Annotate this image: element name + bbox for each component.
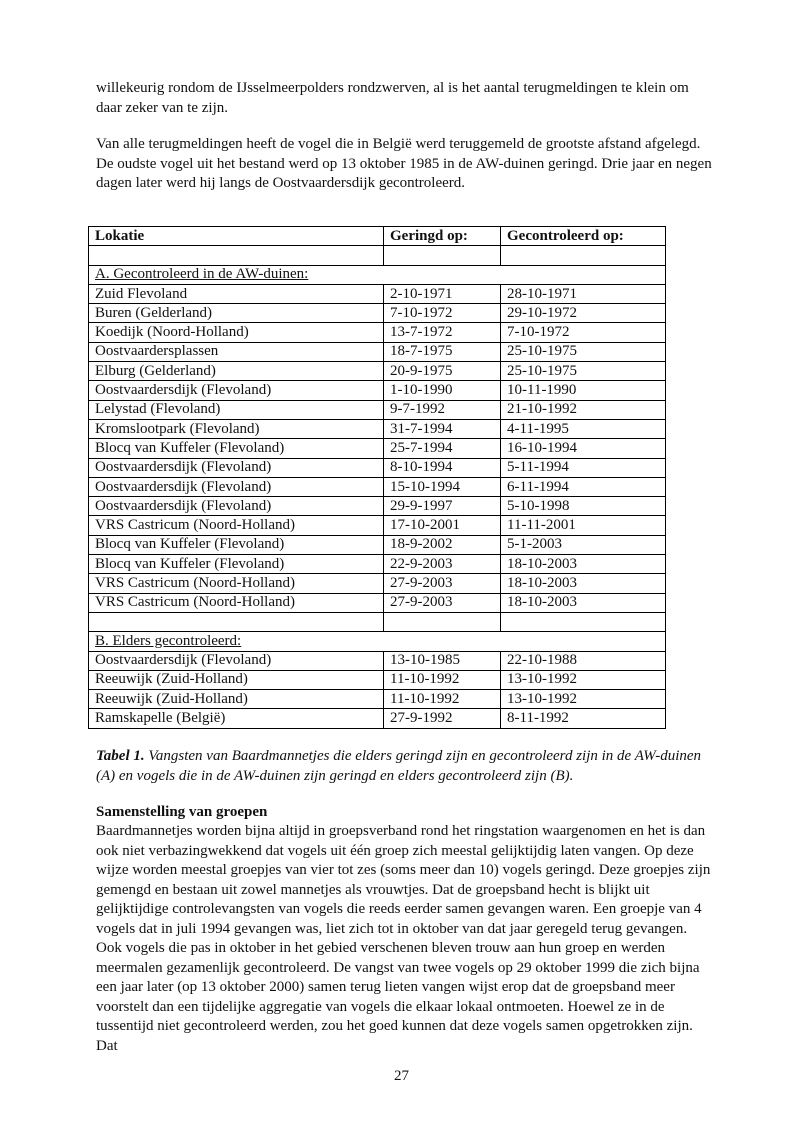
table-row [89,709,666,728]
cell-geringd: 13-7-1972 [384,323,501,342]
cell-gecontroleerd: 7-10-1972 [501,323,666,342]
table-row [89,670,666,689]
cell-geringd: 1-10-1990 [384,381,501,400]
cell-lokatie: Buren (Gelderland) [89,304,384,323]
intro-paragraph: willekeurig rondom de IJsselmeerpolders rondzwerven, al is het aantal terugmeldingen te klein om daar zeker van te zijn. [96,80,689,116]
page-number: 27 [394,1068,409,1084]
cell-lokatie: VRS Castricum (Noord-Holland) [89,516,384,535]
cell-gecontroleerd: 13-10-1992 [501,690,666,709]
cell-lokatie: Oostvaardersdijk (Flevoland) [89,381,384,400]
table-spacer-row [89,246,666,265]
caption-text: Vangsten van Baardmannetjes die elders geringd zijn en gecontroleerd zijn in de AW-duinen (A) en vogels die in de AW-duinen zijn geringd en elders gecontroleerd zijn (B). [96,748,702,784]
cell-gecontroleerd: 13-10-1992 [501,670,666,689]
cell-geringd: 27-9-2003 [384,593,501,612]
cell-geringd: 2-10-1971 [384,284,501,303]
table-cell [501,246,666,265]
header-gecontroleerd: Gecontroleerd op: [501,227,666,246]
table-body [89,246,666,728]
cell-lokatie: Oostvaardersdijk (Flevoland) [89,458,384,477]
cell-geringd: 31-7-1994 [384,419,501,438]
section-a-row-title: . Gecontroleerd in de AW-duinen: [105,266,309,283]
cell-lokatie: VRS Castricum (Noord-Holland) [89,593,384,612]
header-lokatie: Lokatie [89,227,384,246]
header-geringd: Geringd op: [384,227,501,246]
table-row [89,458,666,477]
table-cell [501,612,666,631]
caption-label: Tabel 1. [96,748,145,764]
cell-lokatie: Oostvaardersdijk (Flevoland) [89,477,384,496]
table-row [89,497,666,516]
cell-geringd: 11-10-1992 [384,670,501,689]
cell-lokatie: Reeuwijk (Zuid-Holland) [89,690,384,709]
cell-lokatie: Reeuwijk (Zuid-Holland) [89,670,384,689]
cell-geringd: 18-7-1975 [384,342,501,361]
table-row [89,342,666,361]
table-row [89,362,666,381]
table-row [89,304,666,323]
table-row [89,516,666,535]
cell-gecontroleerd: 25-10-1975 [501,342,666,361]
cell-gecontroleerd: 4-11-1995 [501,419,666,438]
cell-lokatie: Blocq van Kuffeler (Flevoland) [89,555,384,574]
table-row [89,690,666,709]
cell-lokatie: Lelystad (Flevoland) [89,400,384,419]
section-b-row [89,632,666,651]
table-header-row [89,227,666,246]
section-b-row-label [89,632,666,651]
table-row [89,284,666,303]
cell-geringd: 22-9-2003 [384,555,501,574]
cell-geringd: 8-10-1994 [384,458,501,477]
cell-lokatie: Koedijk (Noord-Holland) [89,323,384,342]
section-a-row-letter: A [95,266,106,283]
cell-geringd: 27-9-2003 [384,574,501,593]
cell-geringd: 7-10-1972 [384,304,501,323]
cell-geringd: 29-9-1997 [384,497,501,516]
cell-gecontroleerd: 5-11-1994 [501,458,666,477]
cell-lokatie: Blocq van Kuffeler (Flevoland) [89,535,384,554]
table-row [89,381,666,400]
paragraph-3: Baardmannetjes worden bijna altijd in groepsverband rond het ringstation waargenomen en het is dan ook niet verbazingwekkend dat vogels uit één groep zich meestal gelijktijdig laten vangen. Op deze wijze worden meestal groepjes van vier tot zes (soms meer dan 10) vogels geringd. Deze groepjes zijn gemengd en bestaan uit zowel mannetjes als vrouwtjes. Dat de groepsband hecht is blijkt uit gelijktijdige controlevangsten van vogels die reeds eerder samen gevangen waren. Een groepje van 4 vogels dat in juli 1994 gevangen was, liet zich tot in oktober van dat jaar geregeld terug gevangen. Ook vogels die pas in oktober in het gebied verschenen bleven trouw aan hun groep en werden meermalen gezamenlijk gecontroleerd. De vangst van twee vogels op 29 oktober 1999 die zich bijna een jaar later (op 13 oktober 2000) samen terug lieten vangen wijst erop dat de groepsband meer voorstelt dan een tijdelijke aggregatie van vogels die elkaar lokaal ontmoeten. Hoewel ze in de tussentijd niet gecontroleerd werden, zou het goed kunnen dat deze vogels samen opgetrokken zijn. Dat [96,823,711,1054]
table-row [89,419,666,438]
cell-lokatie: Blocq van Kuffeler (Flevoland) [89,439,384,458]
table-row [89,400,666,419]
cell-gecontroleerd: 5-10-1998 [501,497,666,516]
table-row [89,323,666,342]
table-caption [96,747,716,786]
table-spacer-row [89,612,666,631]
table-cell [384,246,501,265]
cell-gecontroleerd: 21-10-1992 [501,400,666,419]
table-cell [384,612,501,631]
table-row [89,535,666,554]
cell-gecontroleerd: 29-10-1972 [501,304,666,323]
cell-gecontroleerd: 6-11-1994 [501,477,666,496]
section-a-row-label [89,265,666,284]
section-b-row-title: . Elders gecontroleerd: [105,632,242,649]
table-row [89,651,666,670]
cell-gecontroleerd: 10-11-1990 [501,381,666,400]
cell-geringd: 13-10-1985 [384,651,501,670]
table-row [89,477,666,496]
table-row [89,574,666,593]
table-row [89,439,666,458]
cell-gecontroleerd: 16-10-1994 [501,439,666,458]
table-row [89,593,666,612]
paragraph-2: Van alle terugmeldingen heeft de vogel die in België werd teruggemeld de grootste afstand afgelegd. De oudste vogel uit het bestand werd op 13 oktober 1985 in de AW-duinen geringd. Drie jaar en negen dagen later werd hij langs de Oostvaardersdijk gecontroleerd. [96,136,712,191]
section-a-row [89,265,666,284]
cell-gecontroleerd: 5-1-2003 [501,535,666,554]
cell-geringd: 20-9-1975 [384,362,501,381]
cell-gecontroleerd: 28-10-1971 [501,284,666,303]
cell-gecontroleerd: 18-10-2003 [501,574,666,593]
table-cell [89,612,384,631]
table-row [89,555,666,574]
section-heading: Samenstelling van groepen [96,804,268,820]
cell-gecontroleerd: 18-10-2003 [501,593,666,612]
cell-geringd: 15-10-1994 [384,477,501,496]
cell-geringd: 25-7-1994 [384,439,501,458]
cell-gecontroleerd: 25-10-1975 [501,362,666,381]
section-b-row-letter: B [95,632,106,649]
cell-lokatie: Ramskapelle (België) [89,709,384,728]
cell-gecontroleerd: 18-10-2003 [501,555,666,574]
cell-geringd: 11-10-1992 [384,690,501,709]
cell-lokatie: Oostvaardersdijk (Flevoland) [89,497,384,516]
cell-lokatie: VRS Castricum (Noord-Holland) [89,574,384,593]
cell-geringd: 18-9-2002 [384,535,501,554]
cell-geringd: 17-10-2001 [384,516,501,535]
cell-lokatie: Kromslootpark (Flevoland) [89,419,384,438]
cell-lokatie: Oostvaardersplassen [89,342,384,361]
cell-lokatie: Zuid Flevoland [89,284,384,303]
cell-lokatie: Oostvaardersdijk (Flevoland) [89,651,384,670]
cell-geringd: 9-7-1992 [384,400,501,419]
cell-gecontroleerd: 22-10-1988 [501,651,666,670]
cell-lokatie: Elburg (Gelderland) [89,362,384,381]
ringing-table [88,226,666,729]
cell-geringd: 27-9-1992 [384,709,501,728]
cell-gecontroleerd: 11-11-2001 [501,516,666,535]
table-cell [89,246,384,265]
cell-gecontroleerd: 8-11-1992 [501,709,666,728]
